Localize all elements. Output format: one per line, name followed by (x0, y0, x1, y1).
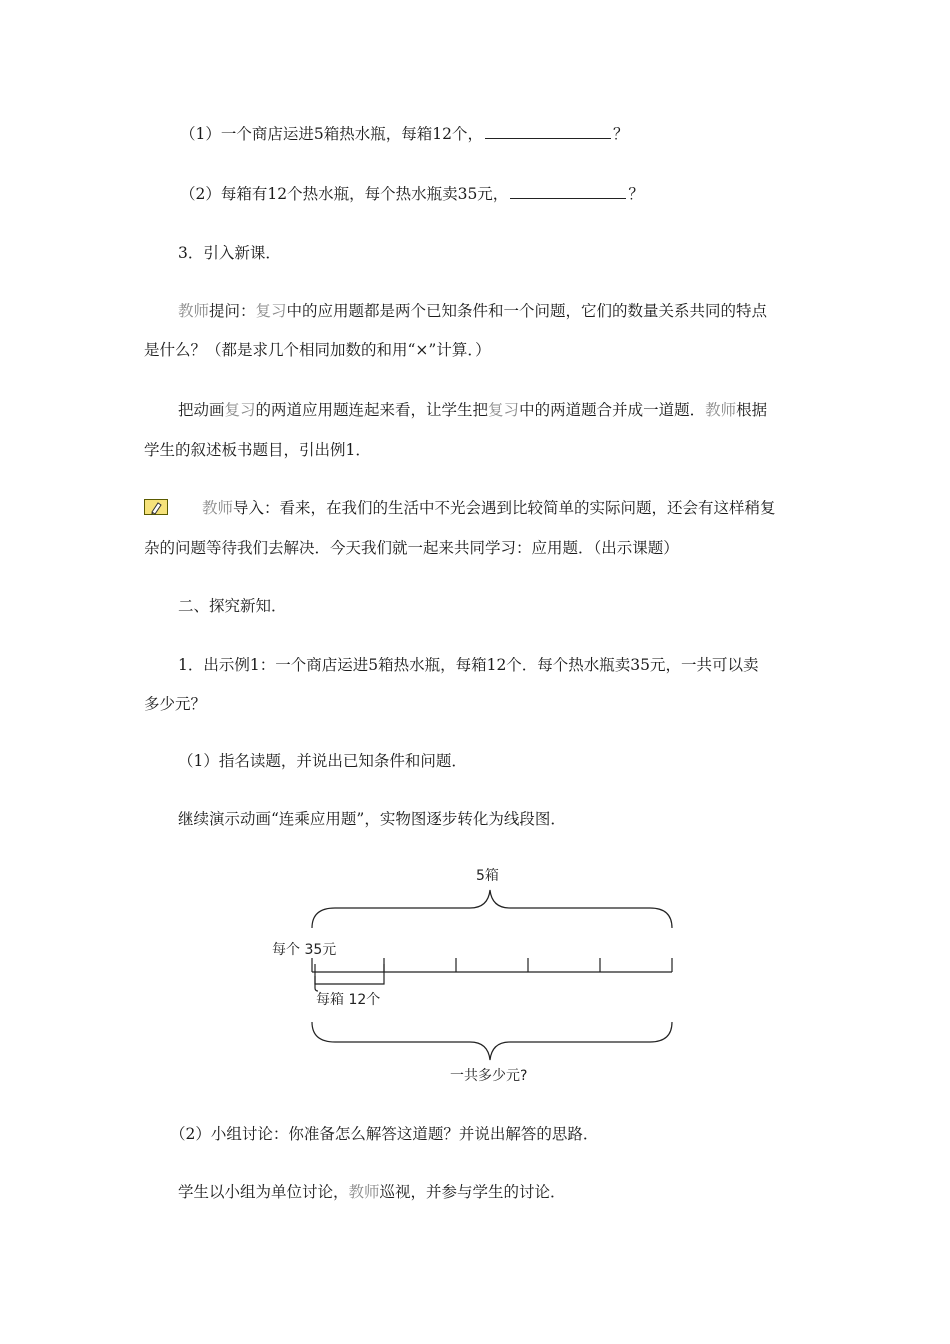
q1-text: （1）一个商店运进5箱热水瓶，每箱12个， (180, 125, 483, 143)
paragraph-teacher-question (178, 301, 767, 321)
demo-text: 继续演示动画“连乘应用题”，实物图逐步转化为线段图． (178, 810, 566, 828)
q1-end: ？ (612, 125, 629, 143)
para2-text-a: 把动画 (178, 401, 225, 419)
example-1: 1．出示例1：一个商店运进5箱热水瓶，每箱12个．每个热水瓶卖35元，一共可以卖 (178, 656, 759, 674)
para1-text-a: 提问： (209, 302, 256, 320)
left-label: 每个 35元 (272, 942, 337, 958)
para1-text-b: 中的应用题都是两个已知条件和一个问题，它们的数量关系共同的特点 (286, 302, 768, 320)
para3-text: 导入：看来，在我们的生活中不光会遇到比较简单的实际问题，还会有这样稍复 (233, 499, 776, 517)
term-review: 复习 (224, 401, 256, 419)
q2-text: （2）每箱有12个热水瓶，每个热水瓶卖35元， (180, 185, 509, 203)
paragraph-combine (178, 400, 767, 420)
answer-blank-1[interactable] (485, 124, 611, 139)
paragraph-combine-line2: 学生的叙述板书题目，引出例1． (144, 441, 371, 459)
section-3-heading: 3．引入新课． (178, 244, 281, 262)
term-teacher: 教师 (178, 302, 210, 320)
top-label: 5箱 (476, 868, 499, 884)
example-1-line2: 多少元？ (144, 695, 207, 713)
review-question-2 (180, 184, 644, 204)
answer-blank-2[interactable] (510, 184, 626, 199)
term-teacher: 教师 (348, 1183, 380, 1201)
pencil-icon (145, 501, 167, 515)
inner-label: 每箱 12个 (316, 992, 381, 1008)
para2-text-d: 根据 (736, 401, 768, 419)
term-review: 复习 (255, 302, 287, 320)
term-teacher: 教师 (202, 499, 234, 517)
paragraph-teacher-question-line2: 是什么？（都是求几个相同加数的和用“×”计算．） (144, 341, 491, 359)
line-segment-diagram (260, 858, 690, 1088)
term-review: 复习 (488, 401, 520, 419)
para4-text-a: 学生以小组为单位讨论， (178, 1183, 349, 1201)
section-2-heading: 二、探究新知． (178, 597, 287, 615)
step-1: （1）指名读题，并说出已知条件和问题． (178, 752, 467, 770)
note-icon (144, 499, 168, 515)
small-brace (315, 964, 384, 984)
term-teacher: 教师 (705, 401, 737, 419)
top-brace (312, 890, 672, 928)
para2-text-b: 的两道应用题连起来看，让学生把 (255, 401, 489, 419)
step-2: （2）小组讨论：你准备怎么解答这道题？并说出解答的思路． (170, 1125, 599, 1143)
bottom-brace (312, 1022, 672, 1060)
q2-end: ？ (628, 185, 644, 203)
para4-text-b: 巡视，并参与学生的讨论． (379, 1183, 566, 1201)
bottom-label: 一共多少元? (450, 1068, 528, 1084)
para2-text-c: 中的两道题合并成一道题． (519, 401, 706, 419)
paragraph-discussion (178, 1182, 566, 1202)
paragraph-intro (202, 498, 776, 518)
paragraph-intro-line2: 杂的问题等待我们去解决．今天我们就一起来共同学习：应用题．（出示课题） (144, 539, 679, 557)
review-question-1 (180, 124, 628, 144)
